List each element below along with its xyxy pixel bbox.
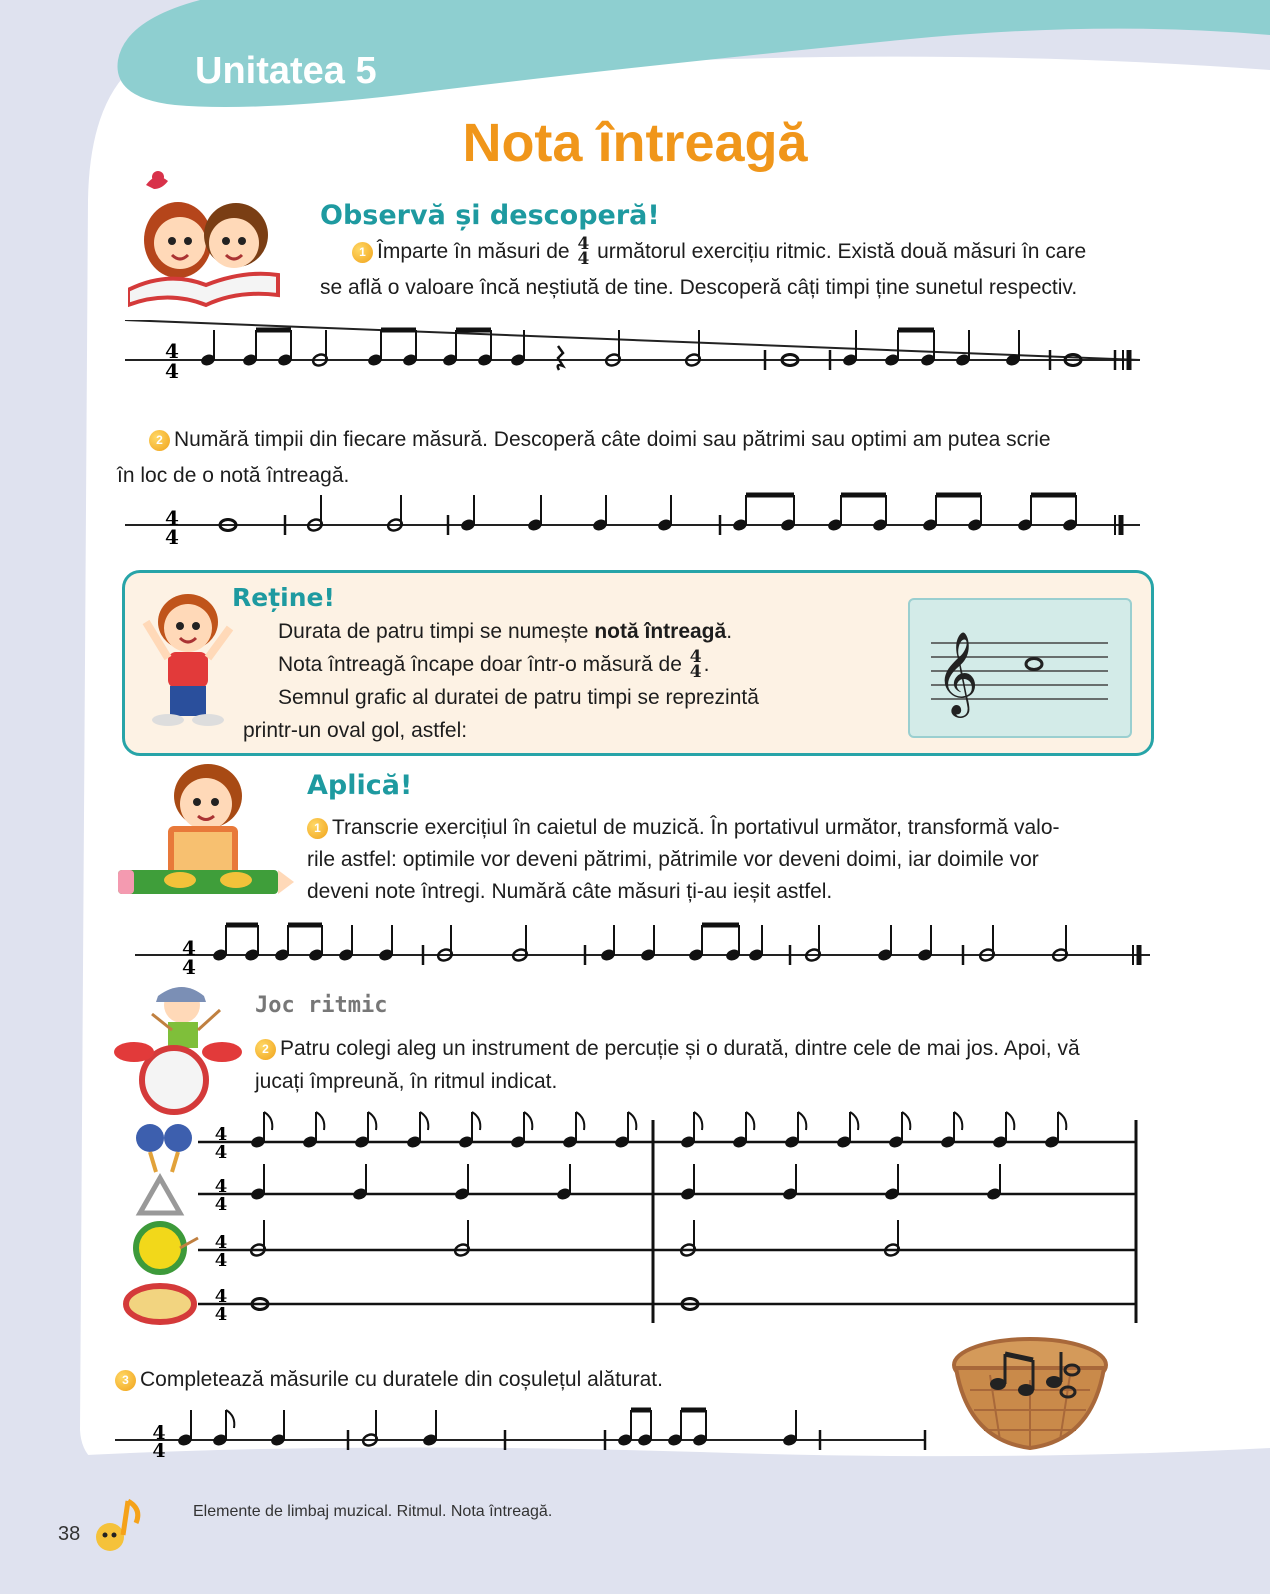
- joc-ex2: 2 Patru colegi aleg un instrument de percuție și o durată, dintre cele de mai jos. Apoi, vă jucați împreună, în ritmul indicat.: [255, 1037, 1080, 1093]
- page-title: Nota întreagă: [462, 113, 808, 173]
- joc-ritmic-heading: Joc ritmic: [255, 993, 388, 1018]
- rhythm-staff-4: [110, 1400, 940, 1470]
- time-signature-top: 4: [214, 1232, 228, 1253]
- ex2-text-a: Numără timpii din fiecare măsură. Descoperă câte doimi sau pătrimi sau optimi am putea scrie: [174, 428, 1051, 451]
- time-signature-top: 4: [152, 1422, 166, 1444]
- number-badge: 1: [352, 242, 373, 263]
- time-signature-top: 4: [182, 936, 196, 960]
- time-signature-top: 4: [165, 339, 179, 363]
- rhythm-staff-2: [120, 485, 1150, 555]
- time-signature: 4 4: [577, 234, 590, 270]
- ex1-text-b: următorul exercițiu ritmic. Există două măsuri în care: [597, 240, 1087, 263]
- number-badge: 2: [149, 430, 170, 451]
- boy-waving-illustration: [138, 582, 238, 732]
- ex3: 3 Completează măsurile cu duratele din coșulețul alăturat.: [115, 1362, 915, 1398]
- page-number: 38: [58, 1523, 81, 1545]
- ex1-text-c: se află o valoare încă neștiută de tine. Descoperă câți timpi ține sunetul respectiv.: [320, 276, 1078, 299]
- rhythm-game-score: [120, 1108, 1165, 1348]
- number-badge: 3: [115, 1370, 136, 1391]
- observa-ex1: [320, 234, 1160, 306]
- time-signature-bottom: 4: [214, 1194, 228, 1215]
- music-note-mascot-icon: [86, 1495, 146, 1555]
- triangle-icon: [140, 1178, 180, 1213]
- number-badge: 1: [307, 818, 328, 839]
- time-signature-top: 4: [165, 506, 179, 530]
- rhythm-staff-3: [130, 915, 1160, 985]
- rhythm-staff-1: [120, 320, 1150, 400]
- maracas-icon: [136, 1124, 192, 1172]
- time-signature-bottom: 4: [214, 1304, 228, 1325]
- time-signature-bottom: 4: [152, 1440, 166, 1462]
- nota-intreaga-bold: notă întreagă: [594, 620, 727, 643]
- observa-ex2: [117, 422, 1157, 494]
- retine-text: Durata de patru timpi se numește notă întreagă. Nota întreagă încape doar într-o măsură de 4 4 . Semnul grafic al duratei de patru timpi se reprezintă printr-un oval gol, astfel:: [243, 620, 759, 742]
- observa-heading: Observă și descoperă!: [320, 200, 660, 231]
- quarter-rest: [558, 346, 563, 370]
- kids-reading-illustration: [128, 155, 288, 310]
- time-signature-bottom: 4: [214, 1142, 228, 1163]
- ex2-text-b: în loc de o notă întreagă.: [117, 464, 350, 487]
- footer-text: Elemente de limbaj muzical. Ritmul. Nota întreagă.: [193, 1503, 553, 1520]
- time-signature-top: 4: [214, 1124, 228, 1145]
- whole-note-icon: [1026, 659, 1042, 670]
- boy-reading-pencil-illustration: [116, 758, 296, 908]
- time-signature-bottom: 4: [165, 359, 179, 383]
- drummer-illustration: [112, 980, 247, 1115]
- time-signature-top: 4: [214, 1286, 228, 1307]
- time-signature-bottom: 4: [214, 1250, 228, 1271]
- treble-staff-example: [928, 615, 1113, 720]
- unit-title: Unitatea 5: [195, 50, 377, 92]
- basket-illustration: [950, 1330, 1110, 1460]
- retine-heading: Reține!: [232, 583, 335, 612]
- tambourine-icon: [126, 1286, 194, 1322]
- aplica-ex1: 1 Transcrie exercițiul în caietul de muzică. În portativul următor, transformă valo- rile astfel: optimile vor deveni pătrimi, pătrimile vor deveni doimi, iar doimile vor deveni note întregi. Numără câte măsuri ți-au ieșit astfel.: [307, 816, 1060, 903]
- time-signature-bottom: 4: [182, 955, 196, 979]
- drum-icon: [136, 1224, 198, 1272]
- ex1-text-a: Împarte în măsuri de: [377, 240, 570, 263]
- time-signature-bottom: 4: [165, 525, 179, 549]
- time-signature-top: 4: [214, 1176, 228, 1197]
- aplica-heading: Aplică!: [307, 770, 413, 801]
- number-badge: 2: [255, 1039, 276, 1060]
- treble-clef-icon: 𝄞: [936, 630, 979, 714]
- time-signature: 4 4: [689, 647, 702, 683]
